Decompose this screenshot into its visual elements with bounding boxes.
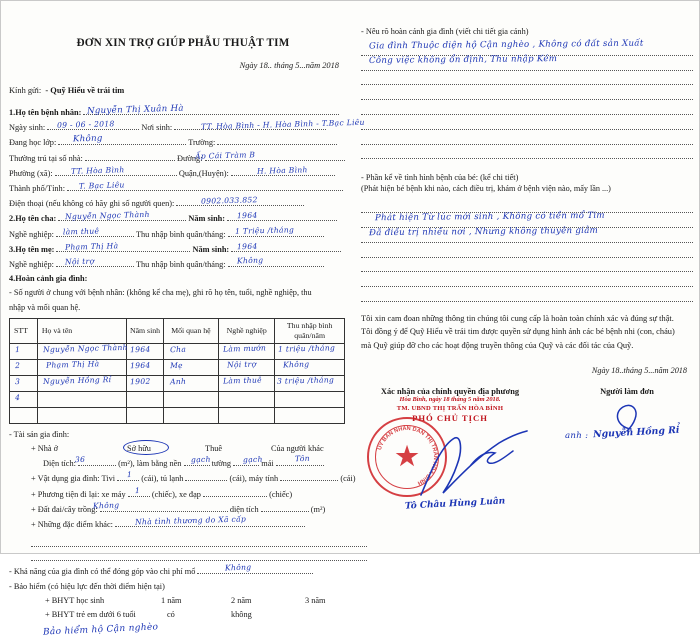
assets-bicycle-unit: (chiếc) <box>269 489 293 499</box>
cell-name: Phạm Thị Hà <box>45 359 100 370</box>
field-father-job <box>9 224 357 242</box>
right-column <box>361 1 693 555</box>
th-relation: Mối quan hệ <box>163 318 218 343</box>
cell-year: 1964 <box>130 344 151 355</box>
assets-house-option-other[interactable]: Của người khác <box>271 444 324 454</box>
table-row <box>10 343 345 359</box>
situation-line <box>361 85 693 100</box>
th-stt: STT <box>10 318 38 343</box>
assets-area-label: Diện tích: <box>43 459 76 469</box>
patient-phone-value: 0902.033.852 <box>200 195 258 207</box>
assets-house-option-rented[interactable]: Thuê <box>205 444 223 454</box>
father-birthyear-value: 1964 <box>236 211 258 221</box>
illness-heading: - Phần kể về tình hình bệnh của bé: (kể chi tiết) <box>361 173 519 183</box>
field-patient-phone <box>9 196 357 211</box>
assets-motorbike-unit: (chiếc), xe đạp <box>151 489 201 499</box>
assets-roof-label: mái <box>261 459 274 469</box>
left-column <box>9 1 365 638</box>
mother-income-label: Thu nhập bình quân/tháng: <box>135 260 226 270</box>
situation-line <box>361 71 693 86</box>
patient-address-label: Thường trú tại số nhà: <box>9 153 83 163</box>
assets-vehicle-row <box>9 487 357 502</box>
local-authority-org: TM. UBND THỊ TRẤN HÒA BÌNH <box>396 405 504 413</box>
father-job-value: làm thuê <box>62 226 100 237</box>
applicant-relation-text: anh : <box>565 431 589 442</box>
assets-vehicle-label: + Phương tiện đi lại: xe máy <box>31 489 126 499</box>
applicant-name: Nguyễn Hồng Rỉ <box>592 424 680 441</box>
insurance-note-row <box>9 622 357 638</box>
commitment-block <box>361 312 693 352</box>
table-row <box>10 359 345 375</box>
addressed-to-value: - Quỹ Hiểu về trái tim <box>45 86 125 95</box>
illness-line <box>361 287 693 302</box>
insurance-heading: - Bảo hiểm (có hiệu lực đến thời điểm hiện tại) <box>9 581 165 591</box>
family-situation-note-1: - Số người ở chung với bệnh nhân: (không kể cha mẹ), ghi rõ họ tên, tuổi, nghề nghiệp, thu <box>9 288 312 298</box>
situation-line <box>361 145 693 160</box>
cell-income: 1 triệu /tháng <box>278 343 336 354</box>
assets-other-label: + Những đặc điểm khác: <box>31 520 113 530</box>
mother-name-value: Phạm Thị Hà <box>64 241 119 252</box>
illness-subheading: (Phát hiện bé bệnh khi nào, cách điều trị, khám ở bệnh viện nào, mấy lần ...) <box>361 184 611 194</box>
family-situation-heading: 4.Hoàn cảnh gia đình: <box>9 274 88 284</box>
cell-job: Làm thuê <box>222 375 263 386</box>
mother-birthyear-value: 1964 <box>236 241 258 252</box>
cell-stt: 1 <box>14 344 21 354</box>
situation-heading: - Nêu rõ hoàn cảnh gia đình (viết chi tiết gia cảnh) <box>361 27 529 36</box>
local-authority-role: PHÓ CHỦ TỊCH <box>412 413 488 424</box>
assets-fridge-unit: (cái), máy tính <box>229 474 279 484</box>
assets-tv-value: 1 <box>126 470 133 480</box>
insurance-student-label: + BHYT học sinh <box>45 595 105 605</box>
assets-area-unit: (m²), làm bằng nền <box>118 459 182 469</box>
father-birthyear-label: Năm sinh: <box>188 214 226 224</box>
situation-line <box>361 130 693 145</box>
patient-class-label: Đang học lớp: <box>9 138 57 148</box>
applicant-block <box>561 387 693 442</box>
illness-line-text: Phát hiện Từ lúc mới sinh , Không có tiền mổ Tim <box>374 210 605 224</box>
patient-city-value: T. Bạc Liêu <box>78 180 125 191</box>
cell-relation: Cha <box>169 344 186 355</box>
mother-birthyear-label: Năm sinh: <box>192 244 230 254</box>
field-patient-city <box>9 181 357 196</box>
mother-job-label: Nghề nghiệp: <box>9 260 54 270</box>
cell-stt: 3 <box>14 376 21 386</box>
assets-motorbike-value: 1 <box>134 485 141 495</box>
patient-street-label: Đường: <box>177 153 203 163</box>
commitment-date: Ngày 18..tháng 5...năm 2018 <box>591 366 687 376</box>
th-income: Thu nhập bình quân/năm <box>275 318 345 343</box>
assets-land-area-unit: (m²) <box>310 504 326 514</box>
insurance-child-row <box>9 608 357 622</box>
situation-line-text: Gia đình Thuộc diện hộ Cận nghèo , Không có đất sản Xuất <box>368 38 644 52</box>
cell-job: Nội trợ <box>226 359 257 370</box>
commitment-line-3: mà Quỹ giúp đỡ cho các hoạt động truyền thông của Quỹ và các đối tác của Quỹ. <box>361 340 634 350</box>
mother-job-value: Nội trợ <box>64 256 95 267</box>
cell-name: Nguyễn Hồng Rỉ <box>42 374 112 386</box>
father-income-label: Thu nhập bình quân/tháng: <box>135 229 226 239</box>
field-father-name <box>9 211 357 226</box>
applicant-relation <box>565 431 588 441</box>
cell-relation: Mẹ <box>169 360 183 371</box>
addressed-to-label: Kính gửi: <box>9 86 42 95</box>
patient-district-label: Quận,(Huyện): <box>178 168 229 178</box>
illness-line <box>361 272 693 287</box>
patient-class-value: Không <box>72 133 103 145</box>
field-patient-class <box>9 135 357 150</box>
commitment-line-2: Tôi đồng ý để Quỹ Hiểu về trái tim được quyền sử dụng hình ảnh các bé bệnh nhi (con, cháu) <box>361 327 675 337</box>
field-patient-dob <box>9 117 365 135</box>
mother-name-label: 3.Họ tên mẹ: <box>9 244 55 254</box>
assets-wall-value: gạch <box>242 454 263 465</box>
assets-items-row <box>9 471 357 486</box>
illness-line-text: Đã điều trị nhiều nơi , Nhưng không thuyên giảm <box>368 225 599 239</box>
patient-dob-label: Ngày sinh: <box>9 123 46 133</box>
father-job-label: Nghề nghiệp: <box>9 229 54 239</box>
table-row <box>10 391 345 407</box>
mother-income-value: Không <box>236 255 264 266</box>
assets-land-value: Không <box>92 500 120 511</box>
situation-lines-group <box>361 38 693 159</box>
patient-district-value: H. Hòa Bình <box>256 165 308 176</box>
patient-school-label: Trường: <box>188 138 216 148</box>
field-patient-ward <box>9 166 357 181</box>
assets-other-row <box>9 514 357 532</box>
addressed-to-row <box>9 86 357 95</box>
local-authority-title: Xác nhận của chính quyền địa phương <box>380 387 520 397</box>
patient-street-value: Ấp Cái Tràm B <box>194 149 256 161</box>
situation-line <box>361 115 693 130</box>
table-row <box>10 407 345 423</box>
family-situation-note-2: nhập và mối quan hệ. <box>9 302 81 312</box>
assets-house-option-owned[interactable]: Sở hữu <box>127 444 151 454</box>
local-authority-name: Tô Châu Hùng Luân <box>404 496 506 512</box>
illness-lines-group <box>361 198 693 302</box>
father-income-value: 1 Triệu /tháng <box>234 224 295 236</box>
cell-relation: Anh <box>169 376 186 387</box>
contribution-value: Không <box>224 563 252 573</box>
contribution-label: - Khả năng của gia đình có thể đóng góp vào chi phí mổ <box>9 567 196 577</box>
table-row <box>10 375 345 391</box>
th-name: Họ và tên <box>37 318 126 343</box>
situation-line-text: Công việc không ổn định, Thu nhập Kém <box>368 53 558 66</box>
insurance-student-3y[interactable]: 3 năm <box>305 595 326 605</box>
assets-area-row <box>9 456 357 471</box>
cell-name: Nguyễn Ngọc Thành <box>42 342 128 355</box>
assets-tv-unit: (cái), tủ lạnh <box>141 474 184 484</box>
th-year: Năm sinh <box>127 318 163 343</box>
patient-ward-label: Phường (xã): <box>9 168 53 178</box>
insurance-child-yes[interactable]: có <box>167 610 175 620</box>
cell-year: 1902 <box>130 376 151 387</box>
insurance-handwritten-note: Bảo hiểm hộ Cận nghèo <box>42 622 159 638</box>
table-body <box>10 343 345 423</box>
cell-stt: 4 <box>14 392 21 402</box>
assets-other-value: Nhà tình thương do Xã cấp <box>134 514 247 527</box>
field-mother-name <box>9 242 357 257</box>
table-header-row <box>10 318 345 343</box>
cell-income: 3 triệu /tháng <box>277 375 335 386</box>
illness-line <box>361 225 693 243</box>
father-name-label: 2.Họ tên cha: <box>9 214 57 224</box>
insurance-child-label: + BHYT trẻ em dưới 6 tuổi <box>45 610 136 620</box>
authority-signature-scribble <box>413 421 531 501</box>
local-authority-block <box>361 387 539 512</box>
assets-land-area-label: diện tích <box>229 504 259 514</box>
header-dateline: Ngày 18.. tháng 5...năm 2018 <box>239 61 339 70</box>
patient-dob-value: 09 - 06 - 2018 <box>56 119 115 131</box>
situation-line <box>361 100 693 115</box>
patient-ward-value: TT. Hòa Bình <box>70 165 125 176</box>
father-name-value: Nguyễn Ngọc Thành <box>64 210 150 222</box>
patient-name-label: 1.Họ tên bệnh nhân: <box>9 108 82 117</box>
assets-roof-value: Tôn <box>294 454 310 464</box>
local-authority-date: Hòa Bình, ngày 18 tháng 5 năm 2018. <box>399 396 501 404</box>
patient-name-value: Nguyễn Thị Xuân Hà <box>86 103 184 117</box>
seal-ring-label: ỦY BAN NHÂN DÂN THỊ TRẤN HÒA BÌNH <box>376 426 439 486</box>
illness-line <box>361 243 693 258</box>
cell-stt: 2 <box>14 360 21 370</box>
selection-circle-owned <box>123 440 169 455</box>
family-members-table <box>9 318 345 424</box>
cell-job: Làm mướn <box>222 343 267 354</box>
th-job: Nghề nghiệp <box>219 318 275 343</box>
insurance-student-row <box>9 594 357 608</box>
assets-blank-line-2 <box>31 547 367 562</box>
illness-line <box>361 258 693 273</box>
contribution-row <box>9 564 357 579</box>
assets-floor-value: gạch <box>190 454 211 465</box>
assets-house-label: + Nhà ở <box>31 444 59 454</box>
assets-computer-unit: (cái) <box>340 474 356 484</box>
patient-city-label: Thành phố/Tỉnh: <box>9 184 65 194</box>
insurance-student-1y[interactable]: 1 năm <box>161 595 182 605</box>
situation-line <box>361 53 693 71</box>
assets-items-label: + Vật dụng gia đình: Tivi <box>31 474 116 484</box>
signature-row <box>361 387 693 512</box>
insurance-student-2y[interactable]: 2 năm <box>231 595 252 605</box>
cell-year: 1964 <box>130 360 151 371</box>
commitment-line-1: Tôi xin cam đoan những thông tin chúng tôi cung cấp là hoàn toàn chính xác và đúng sự thật. <box>361 313 674 323</box>
field-mother-job <box>9 257 357 272</box>
assets-area-value: 36 <box>74 455 86 465</box>
assets-heading: - Tài sản gia đình: <box>9 429 70 439</box>
page-title: ĐƠN XIN TRỢ GIÚP PHẪU THUẬT TIM <box>76 37 290 49</box>
patient-phone-label: Điện thoại (nếu không có hãy ghi số người quen): <box>9 199 175 209</box>
insurance-child-no[interactable]: không <box>231 610 252 620</box>
applicant-title: Người làm đơn <box>600 387 654 397</box>
patient-birthplace-value: TT. Hòa Bình - H. Hòa Bình - T.Bạc Liêu <box>200 117 365 132</box>
assets-blank-line-1 <box>31 532 367 547</box>
cell-income: Không <box>283 359 310 370</box>
patient-birthplace-label: Nơi sinh: <box>141 123 173 133</box>
assets-land-label: + Đất đai/cây trồng: <box>31 504 98 514</box>
star-icon: ★ <box>395 442 419 472</box>
assets-wall-label: tường <box>211 459 232 469</box>
